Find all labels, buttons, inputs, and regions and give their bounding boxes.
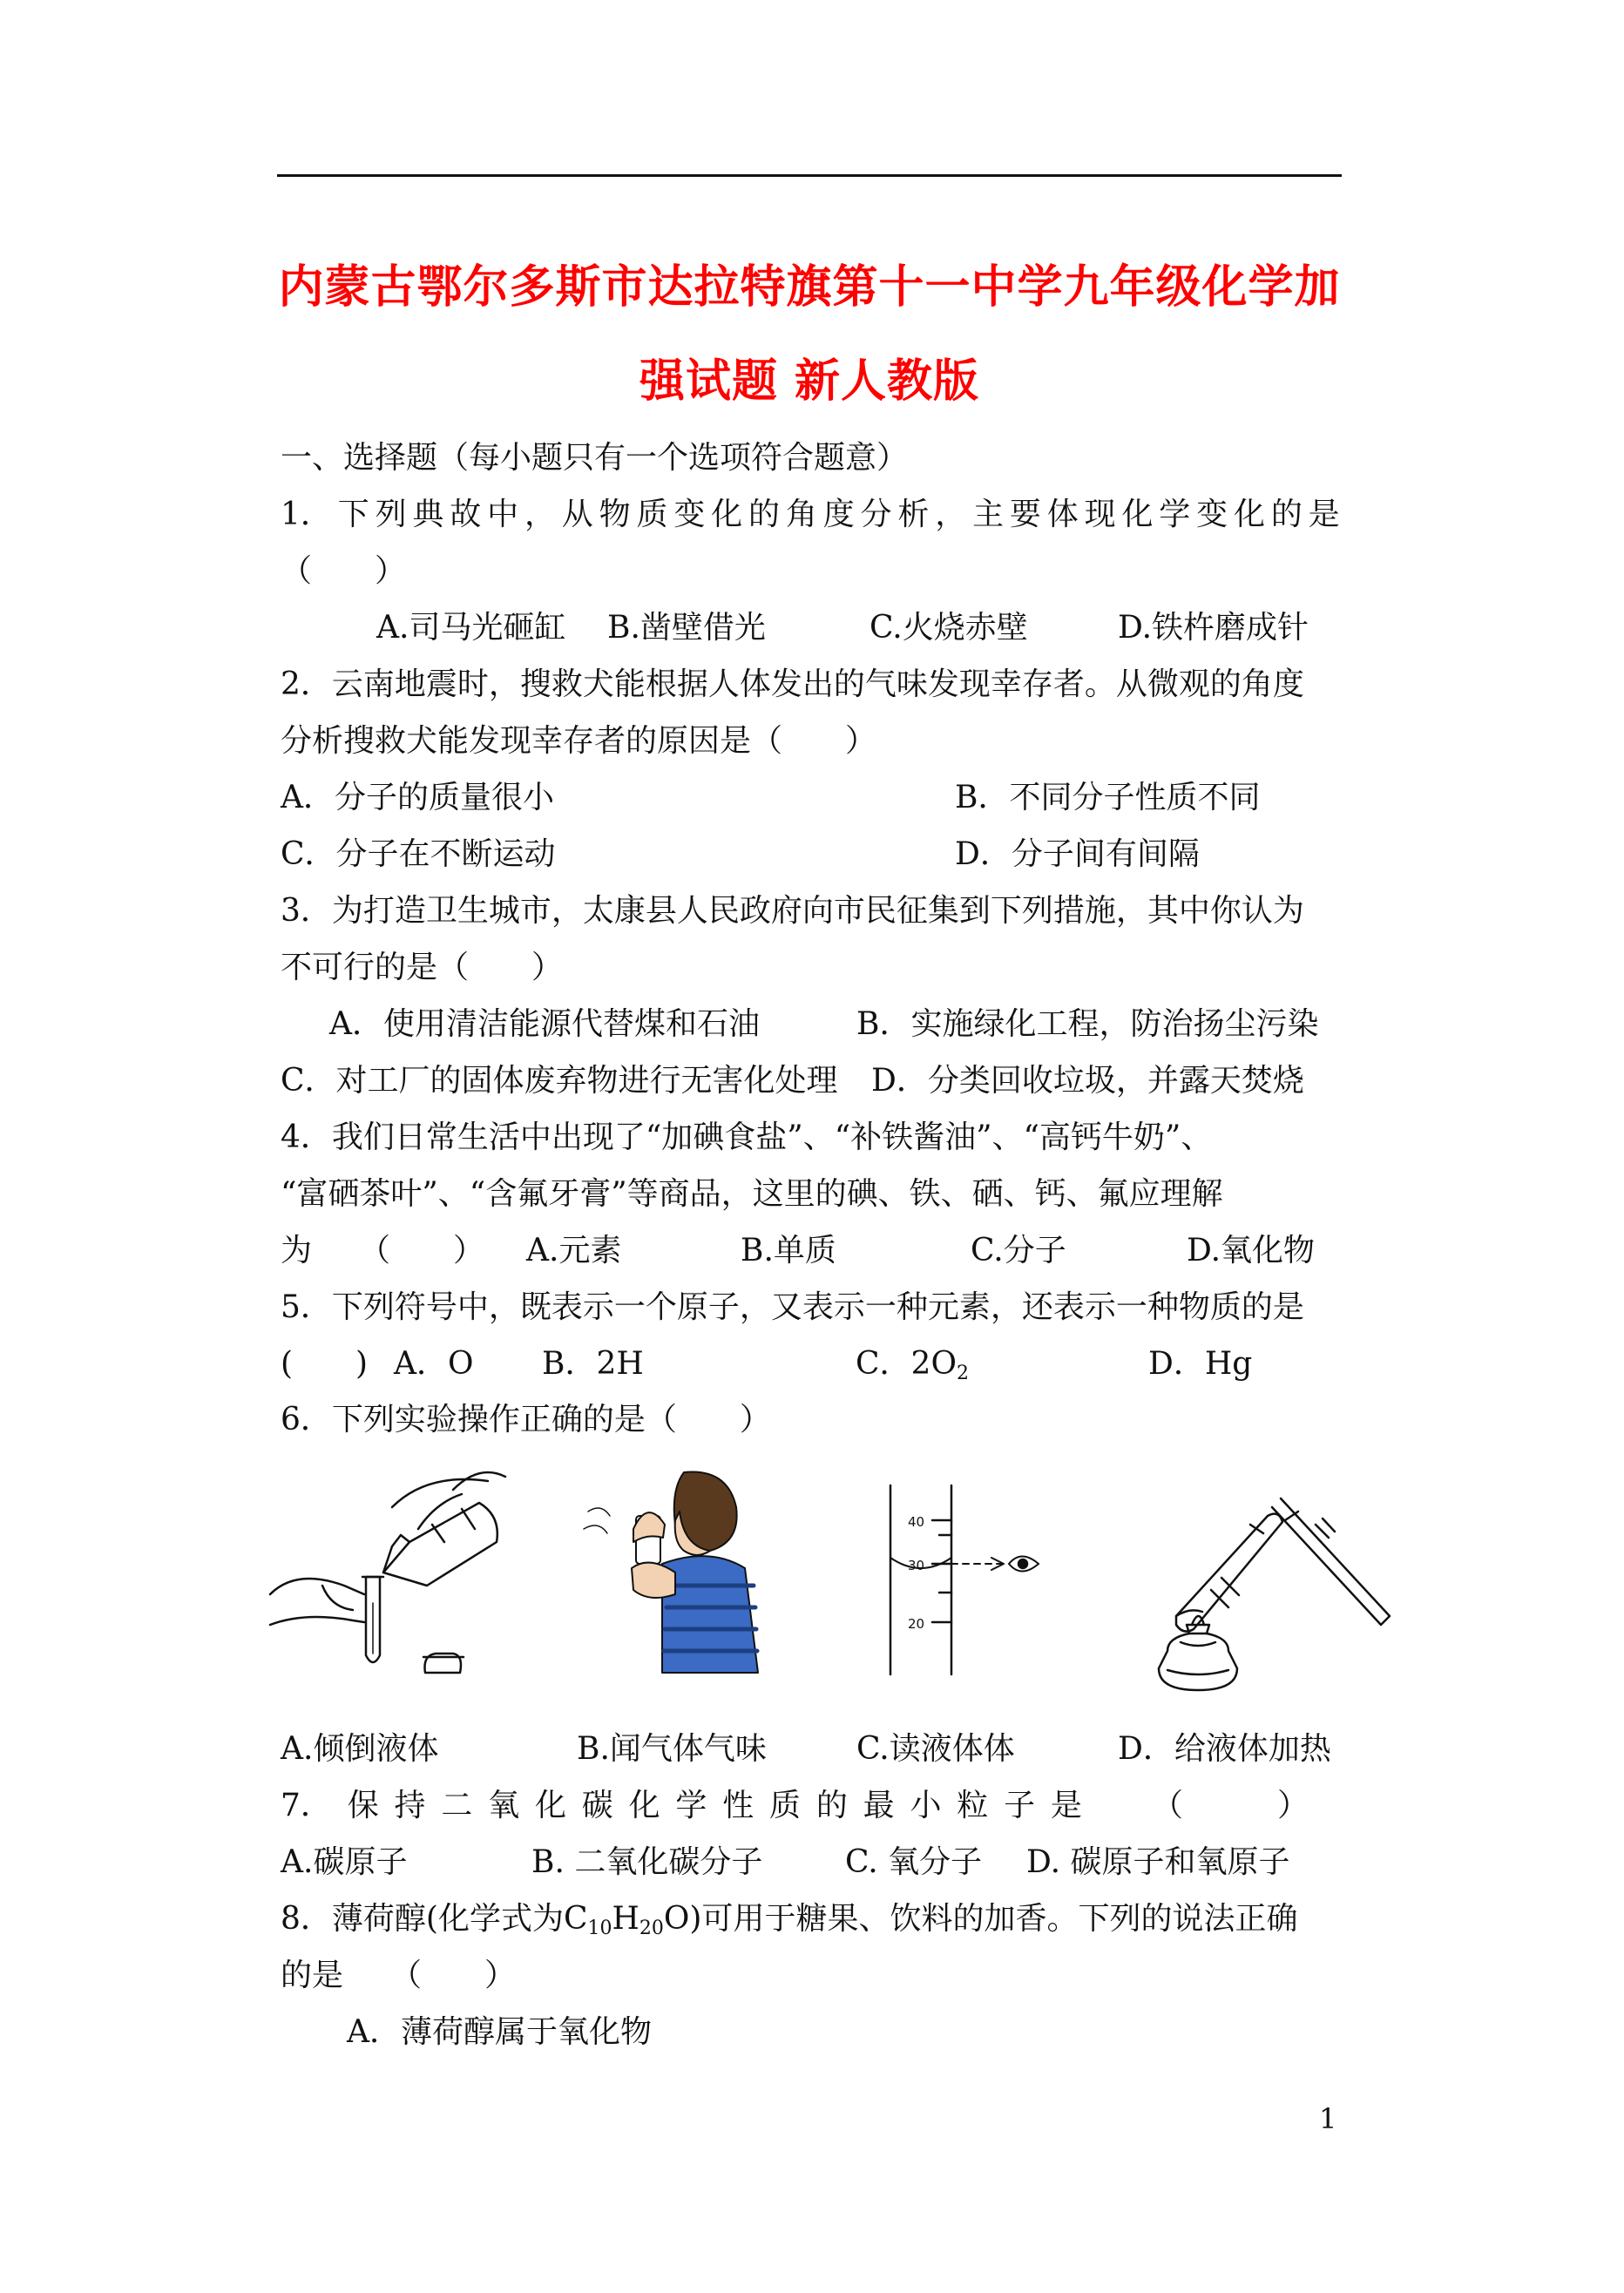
- q1-option-c: C.火烧赤壁: [870, 610, 1028, 646]
- q5-stem-line1: 5．下列符号中，既表示一个原子，又表示一种元素，还表示一种物质的是: [281, 1289, 1304, 1325]
- q2-stem-line2: 分析搜救犬能发现幸存者的原因是（ ）: [281, 723, 877, 759]
- q4-stem-blank: 为 （ ）: [281, 1233, 485, 1268]
- header-rule: [277, 174, 1342, 177]
- q5-option-b: B．2H: [542, 1346, 644, 1382]
- section-heading: 一、选择题（每小题只有一个选项符合题意）: [281, 440, 909, 476]
- q4-option-d: D.氧化物: [1187, 1233, 1316, 1268]
- q2-stem-line1: 2．云南地震时，搜救犬能根据人体发出的气味发现幸存者。从微观的角度: [281, 666, 1304, 702]
- cylinder-tick-20: 20: [908, 1616, 925, 1632]
- q3-stem-line1: 3．为打造卫生城市，太康县人民政府向市民征集到下列措施，其中你认为: [281, 893, 1304, 929]
- q7-option-d: D. 碳原子和氧原子: [1026, 1844, 1290, 1880]
- q7-option-c: C. 氧分子: [845, 1844, 983, 1880]
- q3-option-a: A．使用清洁能源代替煤和石油: [329, 1006, 760, 1042]
- q5-option-a: A．O: [394, 1346, 474, 1382]
- q1-stem-line1: 1． 下 列 典 故 中 ， 从 物 质 变 化 的 角 度 分 析 ， 主 要 体 现 化 学 变 化 的 是: [281, 497, 1340, 532]
- q4-option-a: A.元素: [526, 1233, 622, 1268]
- q7-option-b: B. 二氧化碳分子: [531, 1844, 763, 1880]
- q2-option-a: A．分子的质量很小: [281, 780, 554, 815]
- cylinder-tick-30: 30: [908, 1558, 925, 1573]
- q2-option-b: B．不同分子性质不同: [955, 780, 1261, 815]
- cylinder-tick-40: 40: [908, 1514, 925, 1530]
- q1-option-a: A.司马光砸缸: [376, 610, 566, 646]
- q2-option-c: C．分子在不断运动: [281, 836, 556, 872]
- q8-stem-line2: 的是 （ ）: [281, 1958, 517, 1993]
- q3-option-c: C．对工厂的固体废弃物进行无害化处理: [281, 1063, 838, 1099]
- q3-stem-line2: 不可行的是（ ）: [281, 950, 564, 985]
- figure-heating-liquid: [1141, 1485, 1394, 1703]
- q5-option-c: C．$2O_2$: [856, 1346, 969, 1384]
- figure-smelling-gas: [579, 1464, 771, 1681]
- figure-pouring-liquid: [261, 1455, 514, 1681]
- q3-option-d: D．分类回收垃圾，并露天焚烧: [871, 1063, 1304, 1099]
- q6-option-c: C.读液体体: [856, 1731, 1015, 1767]
- q1-stem-line2: （ ）: [281, 553, 407, 589]
- q2-option-d: D．分子间有间隔: [955, 836, 1200, 872]
- q8-formula: $C_{10}H_{20}O$: [563, 1901, 690, 1939]
- q6-option-a: A.倾倒液体: [281, 1731, 439, 1767]
- q1-option-d: D.铁杵磨成针: [1118, 610, 1309, 646]
- q8-stem-line1: 8．薄荷醇(化学式为$C_{10}H_{20}O$)可用于糖果、饮料的加香。下列的说法正确: [281, 1901, 1298, 1939]
- q7-stem-spread: 7． 保 持 二 氧 化 碳 化 学 性 质 的 最 小 粒 子 是: [281, 1788, 1082, 1823]
- q7-stem-blank: （ ）: [1152, 1788, 1309, 1823]
- q6-option-b: B.闻气体气味: [577, 1731, 767, 1767]
- q6-stem: 6．下列实验操作正确的是（ ）: [281, 1402, 771, 1437]
- q5-option-d: D．Hg: [1148, 1346, 1253, 1382]
- q8-option-a: A．薄荷醇属于氧化物: [347, 2014, 652, 2050]
- q4-stem-line1: 4．我们日常生活中出现了“加碘食盐”、“补铁酱油”、“高钙牛奶”、: [281, 1119, 1213, 1155]
- page-number: 1: [1319, 2102, 1337, 2135]
- q5-stem-blank: ( ): [281, 1346, 369, 1382]
- q7-option-a: A.碳原子: [281, 1844, 408, 1880]
- q6-option-d: D．给液体加热: [1118, 1731, 1331, 1767]
- q4-option-b: B.单质: [741, 1233, 836, 1268]
- q4-option-c: C.分子: [971, 1233, 1066, 1268]
- doc-title-line2: 强试题 新人教版: [639, 355, 980, 408]
- q1-option-b: B.凿壁借光: [607, 610, 766, 646]
- q3-option-b: B．实施绿化工程，防治扬尘污染: [856, 1006, 1319, 1042]
- figure-reading-cylinder: [871, 1481, 1063, 1681]
- doc-title-line1: 内蒙古鄂尔多斯市达拉特旗第十一中学九年级化学加: [278, 260, 1341, 314]
- q4-stem-line2: “富硒茶叶”、“含氟牙膏”等商品，这里的碘、铁、硒、钙、氟应理解: [281, 1176, 1223, 1212]
